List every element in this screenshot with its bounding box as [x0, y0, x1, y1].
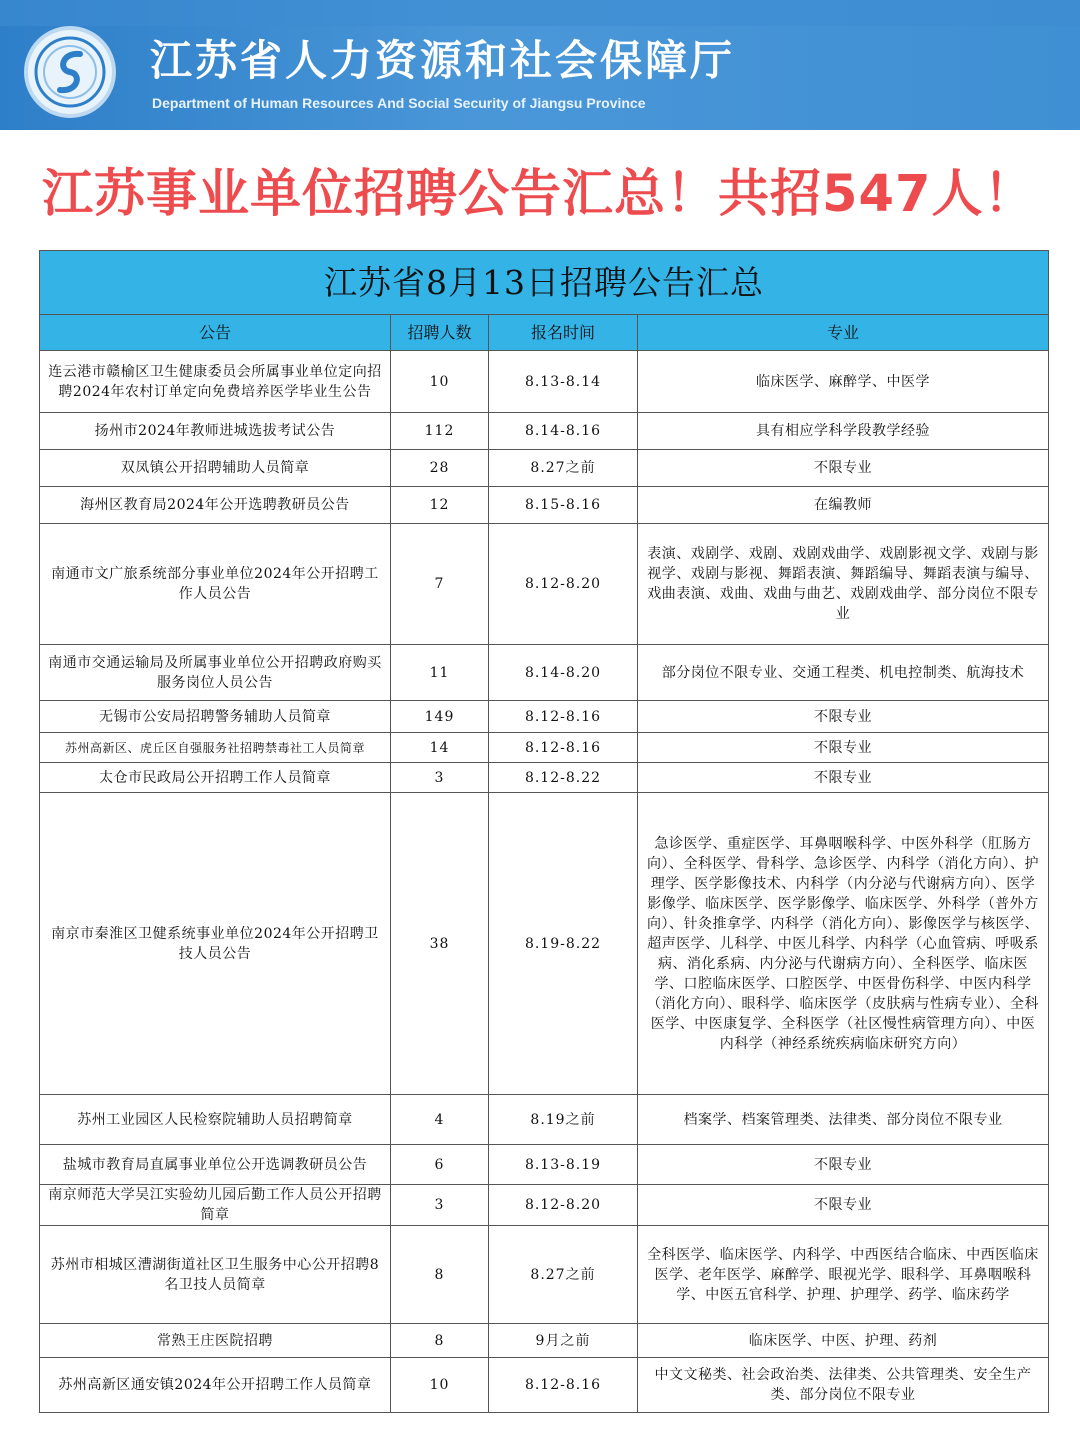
table-row — [40, 701, 1049, 733]
major-cell: 中文文秘类、社会政治类、法律类、公共管理类、安全生产类、部分岗位不限专业 — [638, 1358, 1049, 1413]
major-cell: 具有相应学科学段教学经验 — [638, 413, 1049, 450]
notice-cell: 苏州工业园区人民检察院辅助人员招聘简章 — [40, 1095, 391, 1145]
date-cell: 8.27之前 — [489, 450, 638, 487]
table-row — [40, 1358, 1049, 1413]
header-banner — [0, 0, 1080, 130]
notice-cell: 无锡市公安局招聘警务辅助人员简章 — [40, 701, 391, 733]
table-row — [40, 1185, 1049, 1226]
major-cell: 不限专业 — [638, 450, 1049, 487]
count-cell: 3 — [391, 763, 489, 793]
table-row — [40, 733, 1049, 763]
notice-cell: 双凤镇公开招聘辅助人员简章 — [40, 450, 391, 487]
major-cell: 在编教师 — [638, 487, 1049, 524]
org-name: 江苏省人力资源和社会保障厅 — [150, 36, 736, 85]
column-header-date: 报名时间 — [489, 315, 638, 351]
count-cell: 3 — [391, 1185, 489, 1226]
major-cell: 不限专业 — [638, 1185, 1049, 1226]
notice-cell: 苏州高新区通安镇2024年公开招聘工作人员简章 — [40, 1358, 391, 1413]
table-row — [40, 487, 1049, 524]
major-cell: 部分岗位不限专业、交通工程类、机电控制类、航海技术 — [638, 645, 1049, 701]
count-cell: 112 — [391, 413, 489, 450]
notice-cell: 常熟王庄医院招聘 — [40, 1324, 391, 1358]
notice-cell: 南通市文广旅系统部分事业单位2024年公开招聘工作人员公告 — [40, 524, 391, 645]
date-cell: 8.12-8.16 — [489, 733, 638, 763]
date-cell: 8.12-8.22 — [489, 763, 638, 793]
emblem-icon — [24, 26, 116, 118]
major-cell: 表演、戏剧学、戏剧、戏剧戏曲学、戏剧影视文学、戏剧与影视学、戏剧与影视、舞蹈表演、舞蹈编导、舞蹈表演与编导、戏曲表演、戏曲、戏曲与曲艺、戏剧戏曲学、部分岗位不限专业 — [638, 524, 1049, 645]
count-cell: 10 — [391, 351, 489, 413]
table-row — [40, 351, 1049, 413]
table-row — [40, 763, 1049, 793]
date-cell: 8.14-8.20 — [489, 645, 638, 701]
date-cell: 9月之前 — [489, 1324, 638, 1358]
notice-cell: 南通市交通运输局及所属事业单位公开招聘政府购买服务岗位人员公告 — [40, 645, 391, 701]
major-cell: 档案学、档案管理类、法律类、部分岗位不限专业 — [638, 1095, 1049, 1145]
date-cell: 8.12-8.16 — [489, 1358, 638, 1413]
count-cell: 4 — [391, 1095, 489, 1145]
major-cell: 不限专业 — [638, 1145, 1049, 1185]
count-cell: 8 — [391, 1226, 489, 1324]
table-row — [40, 1226, 1049, 1324]
table-row — [40, 450, 1049, 487]
page-headline: 江苏事业单位招聘公告汇总！共招547人！ — [42, 165, 1036, 224]
notice-cell: 海州区教育局2024年公开选聘教研员公告 — [40, 487, 391, 524]
date-cell: 8.13-8.14 — [489, 351, 638, 413]
table-row — [40, 793, 1049, 1095]
count-cell: 28 — [391, 450, 489, 487]
notice-cell: 苏州市相城区漕湖街道社区卫生服务中心公开招聘8名卫技人员简章 — [40, 1226, 391, 1324]
major-cell: 不限专业 — [638, 763, 1049, 793]
count-cell: 12 — [391, 487, 489, 524]
table-row — [40, 1095, 1049, 1145]
count-cell: 6 — [391, 1145, 489, 1185]
recruitment-table-container — [39, 250, 1048, 1413]
table-row — [40, 1324, 1049, 1358]
recruitment-table — [39, 250, 1049, 1413]
emblem-graphic — [28, 30, 112, 114]
date-cell: 8.12-8.20 — [489, 524, 638, 645]
notice-cell: 苏州高新区、虎丘区自强服务社招聘禁毒社工人员简章 — [40, 733, 391, 763]
date-cell: 8.14-8.16 — [489, 413, 638, 450]
count-cell: 8 — [391, 1324, 489, 1358]
count-cell: 14 — [391, 733, 489, 763]
major-cell: 临床医学、中医、护理、药剂 — [638, 1324, 1049, 1358]
count-cell: 149 — [391, 701, 489, 733]
notice-cell: 太仓市民政局公开招聘工作人员简章 — [40, 763, 391, 793]
count-cell: 11 — [391, 645, 489, 701]
count-cell: 38 — [391, 793, 489, 1095]
date-cell: 8.15-8.16 — [489, 487, 638, 524]
count-cell: 7 — [391, 524, 489, 645]
table-row — [40, 524, 1049, 645]
org-name-en: Department of Human Resources And Social Security of Jiangsu Province — [152, 95, 646, 111]
banner-top-strip — [0, 0, 1080, 26]
notice-cell: 盐城市教育局直属事业单位公开选调教研员公告 — [40, 1145, 391, 1185]
major-cell: 不限专业 — [638, 701, 1049, 733]
column-header-major: 专业 — [638, 315, 1049, 351]
date-cell: 8.13-8.19 — [489, 1145, 638, 1185]
notice-cell: 南京师范大学吴江实验幼儿园后勤工作人员公开招聘简章 — [40, 1185, 391, 1226]
table-title: 江苏省8月13日招聘公告汇总 — [40, 251, 1049, 315]
notice-cell: 南京市秦淮区卫健系统事业单位2024年公开招聘卫技人员公告 — [40, 793, 391, 1095]
date-cell: 8.19-8.22 — [489, 793, 638, 1095]
column-header-count: 招聘人数 — [391, 315, 489, 351]
table-row — [40, 413, 1049, 450]
date-cell: 8.27之前 — [489, 1226, 638, 1324]
major-cell: 全科医学、临床医学、内科学、中西医结合临床、中西医临床医学、老年医学、麻醉学、眼视光学、眼科学、耳鼻咽喉科学、中医五官科学、护理、护理学、药学、临床药学 — [638, 1226, 1049, 1324]
notice-cell: 连云港市赣榆区卫生健康委员会所属事业单位定向招聘2024年农村订单定向免费培养医学毕业生公告 — [40, 351, 391, 413]
count-cell: 10 — [391, 1358, 489, 1413]
date-cell: 8.19之前 — [489, 1095, 638, 1145]
table-row — [40, 645, 1049, 701]
date-cell: 8.12-8.20 — [489, 1185, 638, 1226]
date-cell: 8.12-8.16 — [489, 701, 638, 733]
table-row — [40, 1145, 1049, 1185]
column-header-notice: 公告 — [40, 315, 391, 351]
major-cell: 不限专业 — [638, 733, 1049, 763]
major-cell: 急诊医学、重症医学、耳鼻咽喉科学、中医外科学（肛肠方向）、全科医学、骨科学、急诊医学、内科学（消化方向）、护理学、医学影像技术、内科学（内分泌与代谢病方向）、医学影像学、临床医学、医学影像学、临床医学、外科学（普外方向）、针灸推拿学、内科学（消化方向）、影像医学与核医学、超声医学、儿科学、中医儿科学、内科学（心血管病、呼吸系病、消化系病、内分泌与代谢病方向）、全科医学、临床医学、口腔临床医学、口腔医学、中医骨伤科学、中医内科学（消化方向）、眼科学、临床医学（皮肤病与性病专业）、全科医学、中医康复学、全科医学（社区慢性病管理方向）、中医内科学（神经系统疾病临床研究方向） — [638, 793, 1049, 1095]
notice-cell: 扬州市2024年教师进城选拔考试公告 — [40, 413, 391, 450]
major-cell: 临床医学、麻醉学、中医学 — [638, 351, 1049, 413]
